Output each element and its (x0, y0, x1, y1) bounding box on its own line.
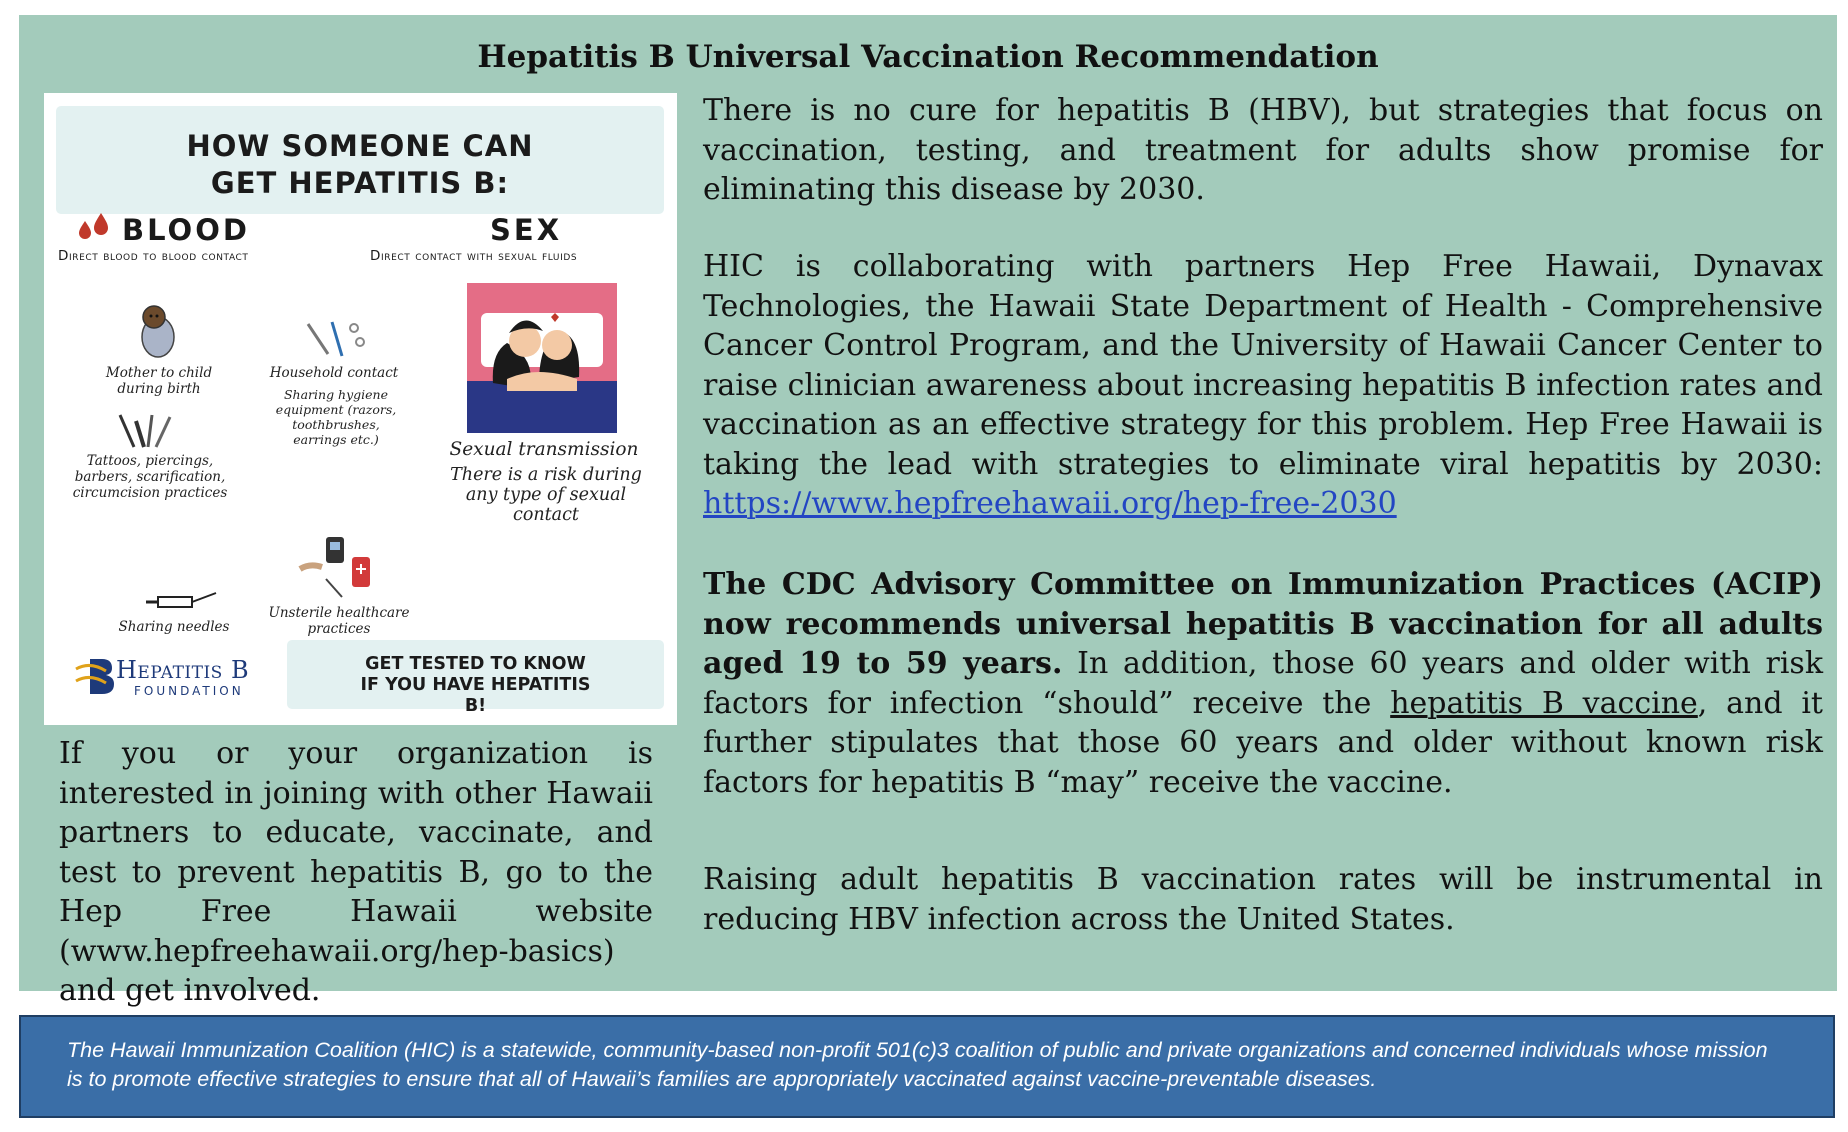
couple-illustration-icon (467, 283, 617, 433)
get-tested-banner (287, 640, 664, 716)
caption-sexual-transmission-body: There is a risk during any type of sexual contact (450, 465, 642, 525)
left-paragraph: If you or your organization is interested in joining with other Hawaii partners to educate, vaccinate, and test to prevent hepatitis B, go to the Hep Free Hawaii website (www.hepfreehawaii.org/hep-basics) and get involved. (59, 736, 653, 1008)
hepatitis-b-foundation-logo-icon (74, 655, 116, 695)
sex-subtitle: Direct contact with sexual fluids (370, 248, 578, 264)
blood-subtitle: Direct blood to blood contact (58, 248, 249, 264)
infographic-header-text: HOW SOMEONE CAN GET HEPATITIS B: (186, 129, 534, 200)
foundation-logo-name: Hepatitis B (116, 656, 250, 684)
blood-drop-icon (77, 211, 111, 241)
page-title: Hepatitis B Universal Vaccination Recommendation (477, 39, 1379, 75)
collaboration-text: HIC is collaborating with partners Hep Free Hawaii, Dynavax Technologies, the Hawaii State Department of Health - Comprehensive Cancer Control Program, and the University of Hawaii Cancer Center to raise clinician awareness about increasing hepatitis B infection rates and vaccination as an effective strategy for this problem. Hep Free Hawaii is taking the lead with strategies to eliminate viral hepatitis by 2030: (703, 249, 1823, 482)
caption-unsterile-healthcare: Unsterile healthcare practices (268, 605, 410, 637)
sex-title: SEX (490, 213, 563, 247)
hepatitis-b-vaccine-link[interactable]: hepatitis B vaccine (1390, 685, 1698, 721)
paragraph-intro: There is no cure for hepatitis B (HBV), but strategies that focus on vaccination, testing, and treatment for adults show promise for eliminating this disease by 2030. (703, 93, 1823, 207)
tattoo-tools-icon (114, 411, 176, 451)
hepatitis-b-infographic (44, 93, 677, 725)
caption-sharing-needles: Sharing needles (118, 619, 230, 635)
infographic-header (56, 106, 664, 214)
household-items-icon (302, 318, 368, 360)
baby-icon (136, 303, 180, 359)
caption-tattoos: Tattoos, piercings, barbers, scarification, circumcision practices (72, 453, 228, 501)
paragraph-collaboration (703, 247, 1823, 524)
get-tested-text: GET TESTED TO KNOW IF YOU HAVE HEPATITIS B! (360, 654, 591, 716)
blood-title: BLOOD (122, 213, 250, 247)
paragraph-acip (703, 565, 1823, 802)
acip-text-b: , and it further stipulates that those 60 years and older without known risk factors for hepatitis B “may” receive the vaccine. (703, 685, 1823, 800)
caption-sharing-hygiene: Sharing hygiene equipment (razors, toothbrushes, earrings etc.) (275, 387, 397, 447)
healthcare-equipment-icon (296, 533, 378, 601)
acip-recommendation: The CDC Advisory Committee on Immunization Practices (ACIP) now recommends universal hepatitis B vaccination for all adults aged 19 to 59 years. (703, 567, 1823, 681)
hep-free-2030-link[interactable]: https://www.hepfreehawaii.org/hep-free-2030 (703, 486, 1397, 521)
caption-sexual-transmission-title: Sexual transmission (449, 439, 639, 460)
acip-text-a: In addition, those 60 years and older with risk factors for infection “should” receive the (703, 646, 1823, 721)
footer-mission-text: The Hawaii Immunization Coalition (HIC) is a statewide, community-based non-profit 501(c)3 coalition of public and private organizations and concerned individuals whose mission is to promote effective strategies to ensure that all of Hawaii’s families are appropriately vaccinated against vaccine-preventable diseases. (67, 1038, 1768, 1091)
footer-banner (19, 1015, 1835, 1118)
caption-household-contact: Household contact (269, 365, 399, 381)
paragraph-raising-rates: Raising adult hepatitis B vaccination rates will be instrumental in reducing HBV infection across the United States. (703, 862, 1823, 937)
caption-mother-to-child: Mother to child during birth (105, 365, 213, 397)
syringe-icon (144, 589, 218, 615)
content-panel (19, 15, 1837, 1008)
foundation-logo-sub: FOUNDATION (134, 684, 244, 698)
